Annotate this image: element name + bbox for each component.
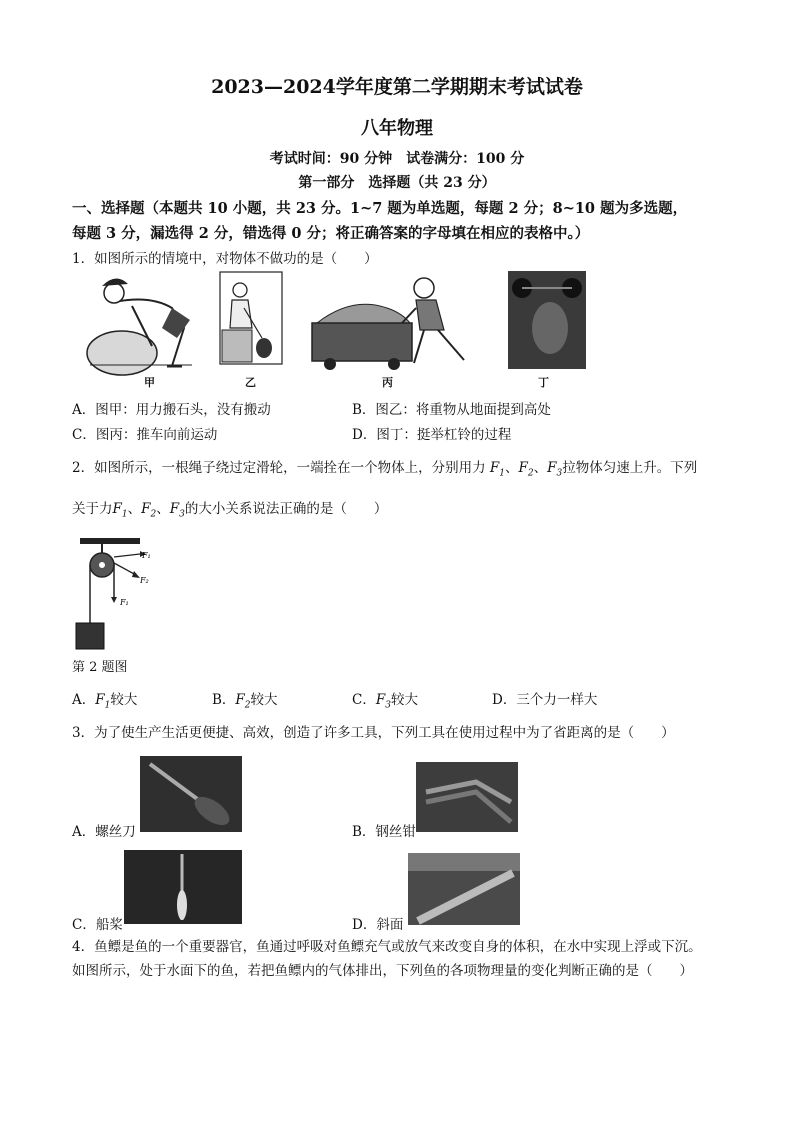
q4-stem-line1: 4．鱼鳔是鱼的一个重要器官，鱼通过呼吸对鱼鳔充气或放气来改变自身的体积，在水中实现上浮或下沉。 [72,939,702,955]
fig-ding-image [508,271,586,369]
exam-title: 2023—2024学年度第二学期期末考试试卷 [211,76,583,98]
fig-label-jia: 甲 [144,376,155,389]
q2-stem-line2: 关于力$F_1$、$F_2$、$F_3$的大小关系说法正确的是（ ） [72,501,388,520]
q2-stem-line1-pre: 2．如图所示，一根绳子绕过定滑轮，一端拴在一个物体上，分别用力 [72,460,486,476]
force-f1-symbol: $F_1$ [112,501,128,520]
fig-bing-image [312,278,464,370]
section-instructions-line2: 每题 3 分，漏选得 2 分，错选得 0 分；将正确答案的字母填在相应的表格中。） [72,225,590,242]
q3-oar-image [124,850,242,924]
q2-option-a[interactable]: A．$F_1$较大 [72,692,138,711]
exam-info: 考试时间：90 分钟 试卷满分：100 分 [269,151,525,167]
fig-yi-image [220,272,282,364]
q2-option-d[interactable]: D．三个力一样大 [492,692,598,708]
q3-option-d[interactable]: D．斜面 [352,917,404,933]
fig-label-bing: 丙 [382,376,393,389]
q1-option-c[interactable]: C．图丙：推车向前运动 [72,427,218,443]
force-f2-symbol: $F_2$ [518,460,534,479]
section-instructions-line1: 一、选择题（本题共 10 小题，共 23 分。1~7 题为单选题，每题 2 分；8~10 题为多选题， [72,200,688,217]
q3-stem: 3．为了使生产生活更便捷、高效，创造了许多工具，下列工具在使用过程中为了省距离的是（ ） [72,725,675,741]
force-f3-symbol: $F_3$ [547,460,563,479]
q2-pulley-figure [72,535,162,651]
q4-stem-line2: 如图所示，处于水面下的鱼，若把鱼鳔内的气体排出，下列鱼的各项物理量的变化判断正确的是（ ） [72,963,693,979]
q3-option-a[interactable]: A．螺丝刀 [72,824,136,840]
q1-figure-strip [72,268,592,390]
force-f3-symbol: $F_3$ [169,501,185,520]
fig-label-ding: 丁 [538,376,549,389]
q1-stem: 1．如图所示的情境中，对物体不做功的是（ ） [72,251,378,267]
fig-label-yi: 乙 [245,376,256,389]
part-title: 第一部分 选择题（共 23 分） [298,175,496,191]
q1-option-a[interactable]: A．图甲：用力搬石头，没有搬动 [72,402,271,418]
q2-figure-caption: 第 2 题图 [72,660,128,675]
q1-option-b[interactable]: B．图乙：将重物从地面提到高处 [352,402,551,418]
q2-stem-line2-post: 的大小关系说法正确的是（ ） [184,501,388,517]
q2-stem-line2-pre: 关于力 [72,501,113,517]
q2-stem-line1: 2．如图所示，一根绳子绕过定滑轮，一端拴在一个物体上，分别用力 $F_1$、$F_2$、$F_3$拉物体匀速上升。下列 [72,460,698,479]
q3-screwdriver-image [140,756,242,832]
force-f1-symbol: $F_1$ [489,460,505,479]
exam-subject: 八年物理 [361,118,433,139]
q1-option-d[interactable]: D．图丁：挺举杠铃的过程 [352,427,512,443]
q2-option-b[interactable]: B．$F_2$较大 [212,692,278,711]
fig-jia-image [87,278,192,375]
q3-option-b[interactable]: B．钢丝钳 [352,824,416,840]
q3-option-c[interactable]: C．船桨 [72,917,123,933]
q2-option-c[interactable]: C．$F_3$较大 [352,692,418,711]
svg-text:F₁: F₁ [142,551,151,560]
force-f2-symbol: $F_2$ [141,501,157,520]
svg-text:F₂: F₂ [140,576,149,585]
q3-pliers-image [416,762,518,832]
svg-text:F₁: F₁ [120,598,129,607]
q2-stem-line1-post: 拉物体匀速上升。下列 [562,460,698,476]
q3-ramp-image [408,853,520,925]
